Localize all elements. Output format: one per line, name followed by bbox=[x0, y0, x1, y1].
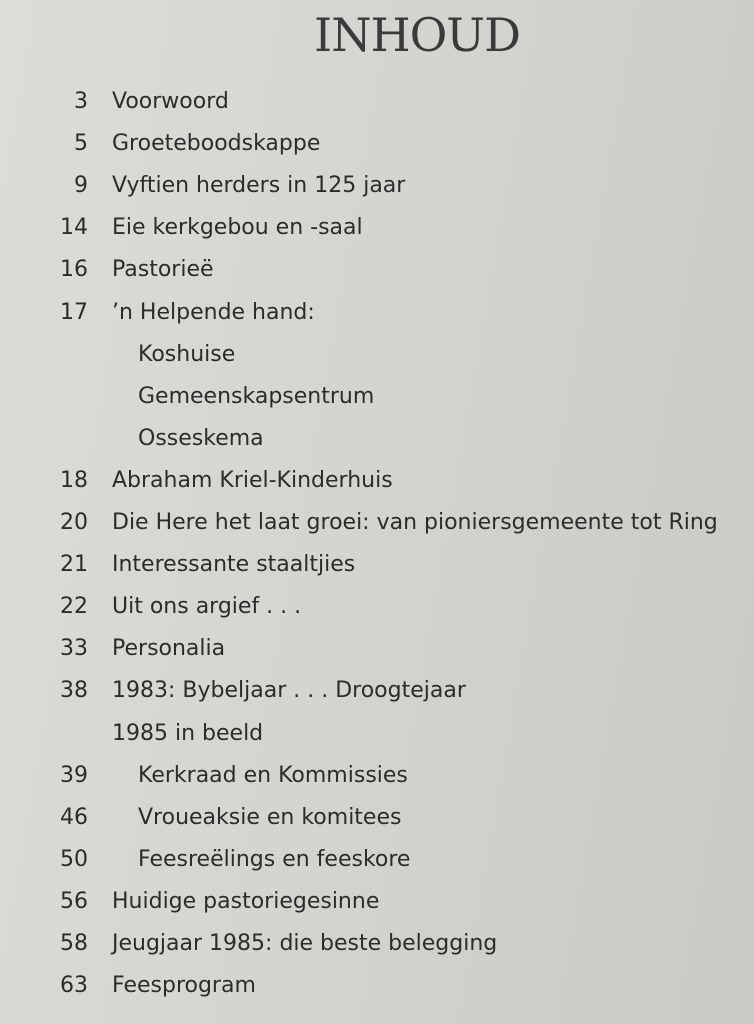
toc-page-number: 14 bbox=[60, 215, 88, 241]
toc-entry bbox=[0, 756, 754, 796]
toc-entry bbox=[0, 335, 754, 375]
toc-entry-title: Voorwoord bbox=[112, 89, 229, 114]
toc-entry bbox=[0, 419, 754, 459]
toc-entry-title: Vroueaksie en komitees bbox=[138, 804, 402, 830]
toc-entry bbox=[0, 587, 754, 627]
toc-page-number: 17 bbox=[60, 299, 88, 325]
toc-page-number: 46 bbox=[60, 804, 88, 830]
toc-entry-title: Gemeenskapsentrum bbox=[138, 383, 375, 409]
toc-entry bbox=[0, 671, 754, 711]
toc-page-number: 21 bbox=[60, 552, 88, 578]
toc-entry bbox=[0, 798, 754, 838]
toc-entry-title: Personalia bbox=[112, 636, 226, 662]
toc-entry-title: Kerkraad en Kommissies bbox=[138, 762, 408, 788]
toc-entry bbox=[0, 966, 754, 1006]
toc-entry-title: Eie kerkgebou en -saal bbox=[112, 215, 363, 241]
toc-entry-title: Interessante staaltjies bbox=[112, 552, 356, 578]
toc-entry-title: Uit ons argief . . . bbox=[112, 594, 302, 620]
toc-entry bbox=[0, 714, 754, 754]
toc-entry-title: Feesreëlings en feeskore bbox=[138, 846, 411, 872]
toc-entry bbox=[0, 208, 754, 248]
toc-entry bbox=[0, 377, 754, 417]
toc-entry-title: Pastorieë bbox=[112, 257, 214, 283]
toc-entry-title: Die Here het laat groei: van pioniersgemeente tot Ring bbox=[112, 510, 718, 535]
toc-entry bbox=[0, 503, 754, 543]
toc-entry-title: Vyftien herders in 125 jaar bbox=[112, 173, 406, 199]
toc-entry bbox=[0, 124, 754, 164]
toc-page-number: 20 bbox=[60, 510, 88, 535]
toc-page-number: 16 bbox=[60, 257, 88, 283]
toc-entry bbox=[0, 293, 754, 333]
toc-entry bbox=[0, 461, 754, 501]
toc-entry-title: 1985 in beeld bbox=[112, 720, 264, 746]
toc-page-number: 9 bbox=[74, 173, 88, 199]
toc-entry-title: Abraham Kriel-Kinderhuis bbox=[112, 467, 393, 493]
toc-page-number: 22 bbox=[60, 594, 88, 620]
toc-entry-title: ’n Helpende hand: bbox=[112, 299, 315, 325]
toc-entry bbox=[0, 166, 754, 206]
toc-page-number: 63 bbox=[60, 973, 88, 999]
toc-entry bbox=[0, 545, 754, 585]
toc-page-number: 38 bbox=[60, 678, 88, 704]
toc-entry-title: Groeteboodskappe bbox=[112, 131, 321, 157]
toc-entry-title: Osseskema bbox=[138, 425, 264, 451]
toc-entry-title: Huidige pastoriegesinne bbox=[112, 888, 380, 914]
toc-entry bbox=[0, 250, 754, 290]
toc-page-number: 33 bbox=[60, 636, 88, 662]
toc-entry bbox=[0, 924, 754, 964]
toc-entry-title: Jeugjaar 1985: die beste belegging bbox=[112, 931, 498, 956]
toc-page-number: 3 bbox=[74, 89, 88, 114]
toc-entry-title: Feesprogram bbox=[112, 973, 256, 999]
toc-entry bbox=[0, 629, 754, 669]
toc-page-number: 5 bbox=[74, 131, 88, 157]
toc-entry-title: Koshuise bbox=[138, 341, 236, 367]
toc-page-number: 50 bbox=[60, 846, 88, 872]
toc-page-number: 18 bbox=[60, 467, 88, 493]
toc-page-number: 39 bbox=[60, 762, 88, 788]
toc-entry-title: 1983: Bybeljaar . . . Droogtejaar bbox=[112, 678, 466, 704]
toc-page-number: 56 bbox=[60, 888, 88, 914]
toc-entry bbox=[0, 840, 754, 880]
toc-entry bbox=[0, 82, 754, 122]
toc-entry bbox=[0, 882, 754, 922]
toc-page-number: 58 bbox=[60, 931, 88, 956]
page-title: INHOUD bbox=[314, 8, 520, 62]
